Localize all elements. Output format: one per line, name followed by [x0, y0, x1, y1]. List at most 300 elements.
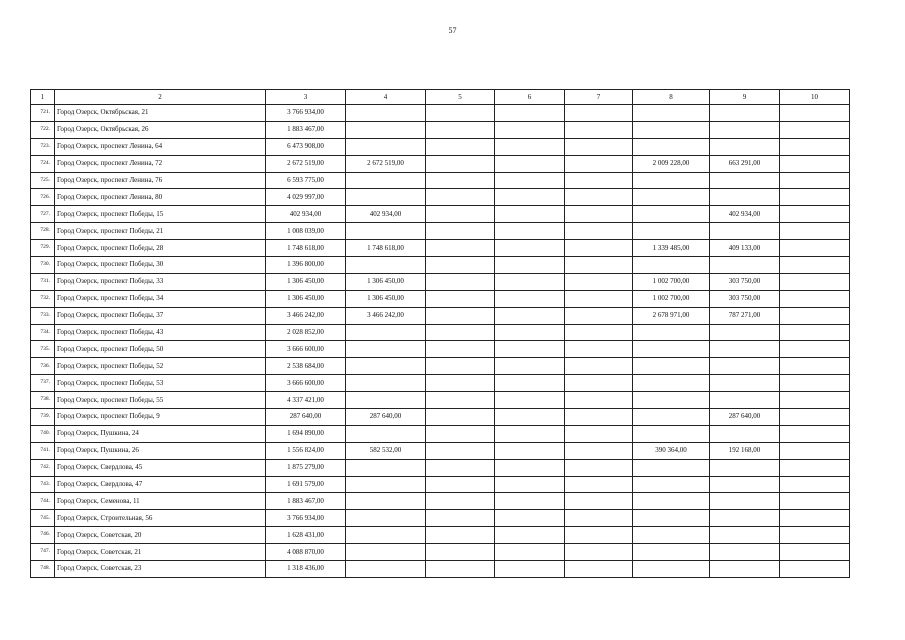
col-5-cell	[426, 257, 495, 274]
col-6-cell	[495, 138, 565, 155]
col-9-cell	[710, 561, 780, 578]
col-4-cell	[346, 121, 426, 138]
col-3-cell: 1 748 618,00	[266, 240, 346, 257]
col-3-cell: 1 691 579,00	[266, 476, 346, 493]
col-7-cell	[565, 273, 633, 290]
table-row	[31, 138, 850, 155]
col-6-cell	[495, 527, 565, 544]
col-4-cell	[346, 341, 426, 358]
header-col-8: 8	[633, 90, 710, 105]
col-7-cell	[565, 476, 633, 493]
col-10-cell	[780, 544, 850, 561]
col-8-cell: 1 339 485,00	[633, 240, 710, 257]
col-8-cell	[633, 358, 710, 375]
col-4-cell	[346, 544, 426, 561]
col-10-cell	[780, 290, 850, 307]
col-4-cell	[346, 172, 426, 189]
col-7-cell	[565, 375, 633, 392]
col-6-cell	[495, 206, 565, 223]
col-10-cell	[780, 155, 850, 172]
table-row	[31, 273, 850, 290]
col-7-cell	[565, 425, 633, 442]
data-table	[30, 89, 850, 578]
table-row	[31, 155, 850, 172]
col-9-cell	[710, 223, 780, 240]
col-8-cell	[633, 561, 710, 578]
col-3-cell: 2 672 519,00	[266, 155, 346, 172]
address-cell: Город Озерск, проспект Ленина, 72	[55, 155, 266, 172]
col-3-cell: 287 640,00	[266, 409, 346, 426]
col-5-cell	[426, 425, 495, 442]
col-5-cell	[426, 273, 495, 290]
row-number: 729.	[31, 240, 55, 257]
col-3-cell: 1 883 467,00	[266, 121, 346, 138]
table-row	[31, 257, 850, 274]
col-10-cell	[780, 358, 850, 375]
row-number: 728.	[31, 223, 55, 240]
col-4-cell	[346, 324, 426, 341]
col-9-cell	[710, 341, 780, 358]
col-4-cell: 1 306 450,00	[346, 273, 426, 290]
address-cell: Город Озерск, проспект Ленина, 76	[55, 172, 266, 189]
row-number: 725.	[31, 172, 55, 189]
col-9-cell	[710, 459, 780, 476]
row-number: 724.	[31, 155, 55, 172]
col-3-cell: 1 318 436,00	[266, 561, 346, 578]
col-5-cell	[426, 493, 495, 510]
row-number: 723.	[31, 138, 55, 155]
col-9-cell	[710, 392, 780, 409]
table-row	[31, 358, 850, 375]
col-7-cell	[565, 240, 633, 257]
col-9-cell	[710, 138, 780, 155]
table-row	[31, 223, 850, 240]
col-7-cell	[565, 307, 633, 324]
address-cell: Город Озерск, Строительная, 56	[55, 510, 266, 527]
col-5-cell	[426, 409, 495, 426]
col-4-cell: 1 306 450,00	[346, 290, 426, 307]
table-row	[31, 425, 850, 442]
col-4-cell	[346, 138, 426, 155]
col-10-cell	[780, 324, 850, 341]
col-6-cell	[495, 476, 565, 493]
col-3-cell: 1 556 824,00	[266, 442, 346, 459]
header-row	[31, 90, 850, 105]
col-4-cell	[346, 527, 426, 544]
col-10-cell	[780, 240, 850, 257]
col-6-cell	[495, 375, 565, 392]
row-number: 747.	[31, 544, 55, 561]
table-row	[31, 290, 850, 307]
header-col-5: 5	[426, 90, 495, 105]
col-6-cell	[495, 392, 565, 409]
col-10-cell	[780, 459, 850, 476]
row-number: 730.	[31, 257, 55, 274]
header-col-10: 10	[780, 90, 850, 105]
address-cell: Город Озерск, проспект Победы, 28	[55, 240, 266, 257]
col-3-cell: 1 396 800,00	[266, 257, 346, 274]
col-5-cell	[426, 105, 495, 122]
col-10-cell	[780, 121, 850, 138]
col-10-cell	[780, 223, 850, 240]
col-3-cell: 4 337 421,00	[266, 392, 346, 409]
row-number: 746.	[31, 527, 55, 544]
col-4-cell	[346, 358, 426, 375]
col-10-cell	[780, 341, 850, 358]
col-5-cell	[426, 392, 495, 409]
col-10-cell	[780, 172, 850, 189]
col-5-cell	[426, 172, 495, 189]
col-10-cell	[780, 392, 850, 409]
table-row	[31, 561, 850, 578]
col-8-cell	[633, 409, 710, 426]
page-number: 57	[448, 26, 457, 35]
row-number: 739.	[31, 409, 55, 426]
col-5-cell	[426, 341, 495, 358]
col-10-cell	[780, 409, 850, 426]
address-cell: Город Озерск, проспект Победы, 43	[55, 324, 266, 341]
table-row	[31, 324, 850, 341]
col-9-cell	[710, 189, 780, 206]
col-8-cell	[633, 527, 710, 544]
col-6-cell	[495, 257, 565, 274]
col-3-cell: 2 538 684,00	[266, 358, 346, 375]
col-8-cell	[633, 138, 710, 155]
col-4-cell	[346, 105, 426, 122]
col-9-cell: 303 750,00	[710, 290, 780, 307]
table-row	[31, 375, 850, 392]
row-number: 734.	[31, 324, 55, 341]
col-10-cell	[780, 561, 850, 578]
col-8-cell	[633, 544, 710, 561]
col-4-cell: 402 934,00	[346, 206, 426, 223]
col-6-cell	[495, 544, 565, 561]
address-cell: Город Озерск, проспект Победы, 34	[55, 290, 266, 307]
row-number: 744.	[31, 493, 55, 510]
col-10-cell	[780, 307, 850, 324]
col-7-cell	[565, 561, 633, 578]
col-9-cell: 402 934,00	[710, 206, 780, 223]
row-number: 745.	[31, 510, 55, 527]
col-6-cell	[495, 561, 565, 578]
col-3-cell: 3 766 934,00	[266, 510, 346, 527]
col-6-cell	[495, 493, 565, 510]
col-9-cell	[710, 476, 780, 493]
col-6-cell	[495, 358, 565, 375]
col-10-cell	[780, 257, 850, 274]
col-3-cell: 3 666 600,00	[266, 375, 346, 392]
table-row	[31, 121, 850, 138]
col-5-cell	[426, 442, 495, 459]
col-9-cell	[710, 527, 780, 544]
col-4-cell	[346, 476, 426, 493]
col-10-cell	[780, 206, 850, 223]
header-col-6: 6	[495, 90, 565, 105]
col-9-cell: 192 168,00	[710, 442, 780, 459]
col-9-cell	[710, 121, 780, 138]
col-3-cell: 1 008 039,00	[266, 223, 346, 240]
col-3-cell: 402 934,00	[266, 206, 346, 223]
col-5-cell	[426, 121, 495, 138]
col-6-cell	[495, 510, 565, 527]
col-4-cell	[346, 493, 426, 510]
col-8-cell	[633, 375, 710, 392]
col-6-cell	[495, 290, 565, 307]
col-3-cell: 1 875 279,00	[266, 459, 346, 476]
col-4-cell	[346, 459, 426, 476]
col-9-cell	[710, 324, 780, 341]
col-3-cell: 3 666 600,00	[266, 341, 346, 358]
col-3-cell: 1 306 450,00	[266, 290, 346, 307]
col-7-cell	[565, 493, 633, 510]
row-number: 731.	[31, 273, 55, 290]
row-number: 737.	[31, 375, 55, 392]
row-number: 722.	[31, 121, 55, 138]
table-row	[31, 105, 850, 122]
col-9-cell	[710, 105, 780, 122]
col-3-cell: 1 306 450,00	[266, 273, 346, 290]
row-number: 736.	[31, 358, 55, 375]
table-row	[31, 341, 850, 358]
col-7-cell	[565, 324, 633, 341]
col-5-cell	[426, 561, 495, 578]
col-6-cell	[495, 223, 565, 240]
address-cell: Город Озерск, Свердлова, 45	[55, 459, 266, 476]
address-cell: Город Озерск, Советская, 23	[55, 561, 266, 578]
col-8-cell	[633, 105, 710, 122]
col-3-cell: 6 473 908,00	[266, 138, 346, 155]
row-number: 732.	[31, 290, 55, 307]
table-row	[31, 240, 850, 257]
col-8-cell	[633, 341, 710, 358]
table-row	[31, 307, 850, 324]
col-6-cell	[495, 155, 565, 172]
col-10-cell	[780, 138, 850, 155]
col-5-cell	[426, 138, 495, 155]
address-cell: Город Озерск, проспект Победы, 9	[55, 409, 266, 426]
col-7-cell	[565, 206, 633, 223]
col-5-cell	[426, 476, 495, 493]
col-10-cell	[780, 105, 850, 122]
address-cell: Город Озерск, проспект Победы, 52	[55, 358, 266, 375]
col-7-cell	[565, 290, 633, 307]
col-7-cell	[565, 409, 633, 426]
address-cell: Город Озерск, Октябрьская, 26	[55, 121, 266, 138]
address-cell: Город Озерск, проспект Победы, 21	[55, 223, 266, 240]
col-8-cell: 2 678 971,00	[633, 307, 710, 324]
col-4-cell	[346, 375, 426, 392]
col-5-cell	[426, 223, 495, 240]
address-cell: Город Озерск, Пушкина, 24	[55, 425, 266, 442]
col-5-cell	[426, 324, 495, 341]
col-8-cell	[633, 189, 710, 206]
row-number: 748.	[31, 561, 55, 578]
col-6-cell	[495, 425, 565, 442]
col-5-cell	[426, 206, 495, 223]
col-7-cell	[565, 510, 633, 527]
row-number: 738.	[31, 392, 55, 409]
col-5-cell	[426, 307, 495, 324]
row-number: 726.	[31, 189, 55, 206]
header-col-1: 1	[31, 90, 55, 105]
col-10-cell	[780, 375, 850, 392]
col-4-cell: 3 466 242,00	[346, 307, 426, 324]
row-number: 733.	[31, 307, 55, 324]
col-6-cell	[495, 273, 565, 290]
col-6-cell	[495, 324, 565, 341]
table-row	[31, 527, 850, 544]
col-9-cell	[710, 544, 780, 561]
col-7-cell	[565, 442, 633, 459]
col-9-cell: 287 640,00	[710, 409, 780, 426]
col-8-cell	[633, 425, 710, 442]
col-8-cell	[633, 459, 710, 476]
col-4-cell	[346, 425, 426, 442]
header-col-9: 9	[710, 90, 780, 105]
col-3-cell: 2 028 852,00	[266, 324, 346, 341]
col-3-cell: 4 029 997,00	[266, 189, 346, 206]
col-3-cell: 3 466 242,00	[266, 307, 346, 324]
col-6-cell	[495, 105, 565, 122]
col-3-cell: 6 593 775,00	[266, 172, 346, 189]
col-6-cell	[495, 459, 565, 476]
col-6-cell	[495, 121, 565, 138]
col-7-cell	[565, 223, 633, 240]
col-10-cell	[780, 442, 850, 459]
col-5-cell	[426, 510, 495, 527]
row-number: 743.	[31, 476, 55, 493]
table-row	[31, 392, 850, 409]
header-col-3: 3	[266, 90, 346, 105]
col-9-cell	[710, 493, 780, 510]
col-3-cell: 1 694 890,00	[266, 425, 346, 442]
table-header	[31, 90, 850, 105]
col-6-cell	[495, 189, 565, 206]
col-10-cell	[780, 493, 850, 510]
col-7-cell	[565, 155, 633, 172]
table-row	[31, 493, 850, 510]
table-row	[31, 172, 850, 189]
col-9-cell: 663 291,00	[710, 155, 780, 172]
col-5-cell	[426, 240, 495, 257]
col-4-cell	[346, 189, 426, 206]
col-4-cell: 2 672 519,00	[346, 155, 426, 172]
col-7-cell	[565, 172, 633, 189]
col-8-cell	[633, 121, 710, 138]
table-body	[31, 105, 850, 578]
col-7-cell	[565, 138, 633, 155]
col-5-cell	[426, 155, 495, 172]
col-4-cell: 582 532,00	[346, 442, 426, 459]
row-number: 721.	[31, 105, 55, 122]
table-row	[31, 442, 850, 459]
col-8-cell	[633, 392, 710, 409]
col-5-cell	[426, 358, 495, 375]
col-6-cell	[495, 442, 565, 459]
col-9-cell	[710, 510, 780, 527]
col-8-cell: 2 009 228,00	[633, 155, 710, 172]
col-3-cell: 3 766 934,00	[266, 105, 346, 122]
address-cell: Город Озерск, Советская, 20	[55, 527, 266, 544]
row-number: 740.	[31, 425, 55, 442]
col-8-cell	[633, 493, 710, 510]
header-col-4: 4	[346, 90, 426, 105]
col-9-cell	[710, 375, 780, 392]
header-col-7: 7	[565, 90, 633, 105]
col-7-cell	[565, 527, 633, 544]
header-col-2: 2	[55, 90, 266, 105]
col-7-cell	[565, 392, 633, 409]
col-10-cell	[780, 425, 850, 442]
table-row	[31, 409, 850, 426]
col-8-cell: 1 002 700,00	[633, 290, 710, 307]
col-8-cell	[633, 510, 710, 527]
col-7-cell	[565, 358, 633, 375]
col-10-cell	[780, 273, 850, 290]
col-7-cell	[565, 257, 633, 274]
col-4-cell: 287 640,00	[346, 409, 426, 426]
col-7-cell	[565, 189, 633, 206]
row-number: 741.	[31, 442, 55, 459]
col-4-cell: 1 748 618,00	[346, 240, 426, 257]
address-cell: Город Озерск, Свердлова, 47	[55, 476, 266, 493]
col-8-cell	[633, 257, 710, 274]
col-3-cell: 4 088 870,00	[266, 544, 346, 561]
col-9-cell	[710, 358, 780, 375]
row-number: 727.	[31, 206, 55, 223]
col-7-cell	[565, 459, 633, 476]
col-4-cell	[346, 223, 426, 240]
address-cell: Город Озерск, проспект Ленина, 80	[55, 189, 266, 206]
col-8-cell	[633, 172, 710, 189]
col-4-cell	[346, 257, 426, 274]
col-4-cell	[346, 510, 426, 527]
col-10-cell	[780, 510, 850, 527]
col-9-cell	[710, 425, 780, 442]
col-5-cell	[426, 375, 495, 392]
col-8-cell	[633, 324, 710, 341]
col-6-cell	[495, 240, 565, 257]
col-9-cell: 787 271,00	[710, 307, 780, 324]
col-5-cell	[426, 544, 495, 561]
table-row	[31, 544, 850, 561]
address-cell: Город Озерск, проспект Победы, 37	[55, 307, 266, 324]
col-4-cell	[346, 561, 426, 578]
col-9-cell: 409 133,00	[710, 240, 780, 257]
address-cell: Город Озерск, проспект Победы, 30	[55, 257, 266, 274]
col-5-cell	[426, 290, 495, 307]
col-5-cell	[426, 527, 495, 544]
col-3-cell: 1 628 431,00	[266, 527, 346, 544]
col-6-cell	[495, 409, 565, 426]
col-5-cell	[426, 459, 495, 476]
address-cell: Город Озерск, проспект Победы, 53	[55, 375, 266, 392]
col-7-cell	[565, 105, 633, 122]
table-row	[31, 510, 850, 527]
row-number: 735.	[31, 341, 55, 358]
address-cell: Город Озерск, Октябрьская, 21	[55, 105, 266, 122]
col-10-cell	[780, 476, 850, 493]
address-cell: Город Озерск, Семенова, 11	[55, 493, 266, 510]
col-6-cell	[495, 307, 565, 324]
col-7-cell	[565, 544, 633, 561]
col-5-cell	[426, 189, 495, 206]
col-10-cell	[780, 527, 850, 544]
address-cell: Город Озерск, проспект Победы, 33	[55, 273, 266, 290]
col-4-cell	[346, 392, 426, 409]
col-3-cell: 1 883 467,00	[266, 493, 346, 510]
address-cell: Город Озерск, Советская, 21	[55, 544, 266, 561]
